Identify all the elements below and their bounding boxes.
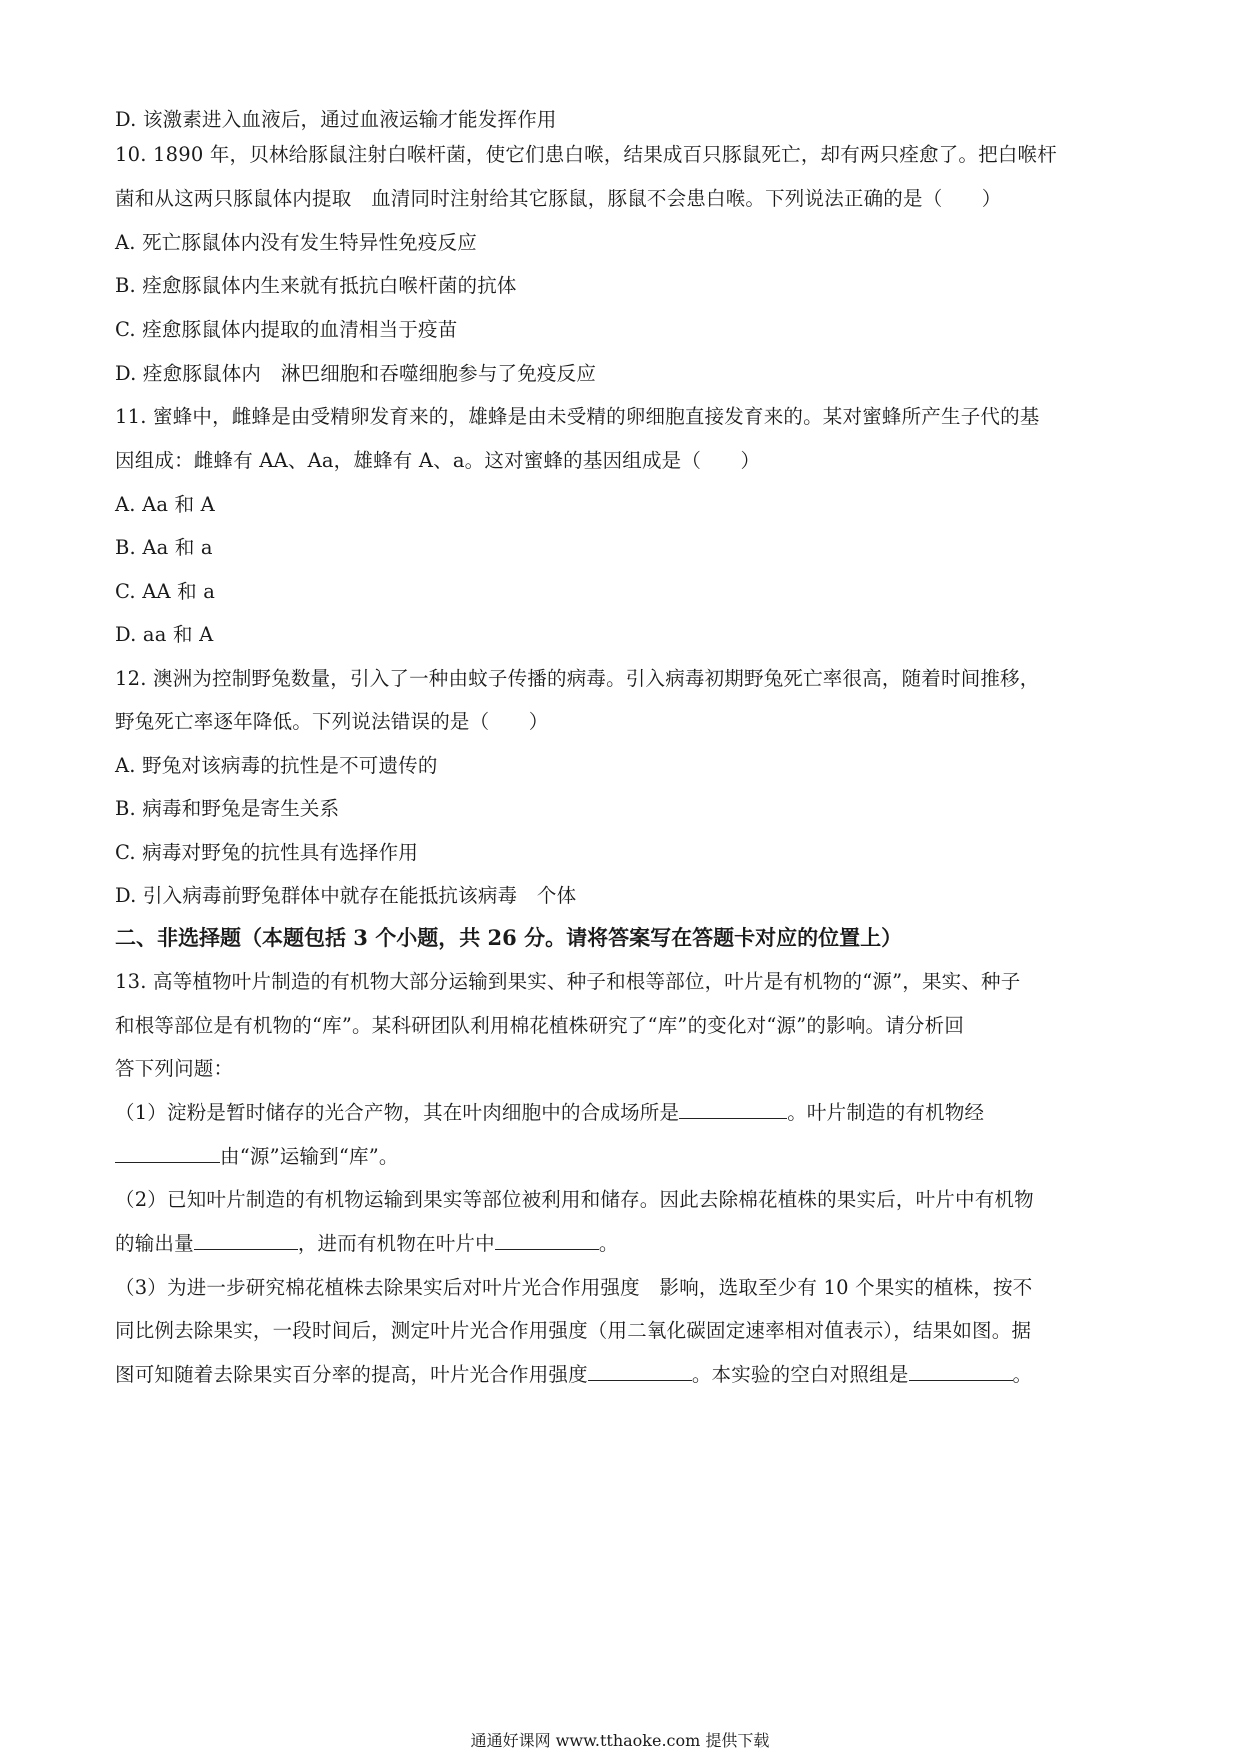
q11-option-d: D. aa 和 A [115,623,214,646]
q10-option-a: A. 死亡豚鼠体内没有发生特异性免疫反应 [115,231,477,254]
q13-part3-line3 [115,1359,1032,1387]
q13-part2-text-b: 的输出量 [115,1232,194,1255]
answer-blank[interactable] [115,1161,220,1163]
q13-part1-line2 [115,1141,399,1169]
q13-stem-line2: 和根等部位是有机物的“库”。某科研团队利用棉花植株研究了“库”的变化对“源”的影响。请分析回 [115,1014,965,1037]
q12-stem-line2: 野兔死亡率逐年降低。下列说法错误的是（ ） [115,710,549,733]
answer-blank[interactable] [588,1379,692,1381]
q9-option-d: D. 该激素进入血液后，通过血液运输才能发挥作用 [115,108,557,131]
q13-part2-line2 [115,1228,619,1256]
answer-blank[interactable] [194,1248,298,1250]
q12-stem-line1: 12. 澳洲为控制野兔数量，引入了一种由蚊子传播的病毒。引入病毒初期野兔死亡率很高，随着时间推移， [115,667,1040,690]
q13-part3-line2: 同比例去除果实，一段时间后，测定叶片光合作用强度（用二氧化碳固定速率相对值表示），结果如图。据 [115,1319,1032,1342]
q13-part3-text-a: 图可知随着去除果实百分率的提高，叶片光合作用强度 [115,1363,588,1386]
section-heading: 二、非选择题（本题包括 3 个小题，共 26 分。请将答案写在答题卡对应的位置上） [115,925,903,950]
q13-part3-line1: （3）为进一步研究棉花植株去除果实后对叶片光合作用强度 影响，选取至少有 10 个果实的植株，按不 [115,1276,1033,1299]
q10-option-b: B. 痊愈豚鼠体内生来就有抵抗白喉杆菌的抗体 [115,274,517,297]
answer-blank[interactable] [495,1248,599,1250]
q10-option-c: C. 痊愈豚鼠体内提取的血清相当于疫苗 [115,318,458,341]
q11-option-a: A. Aa 和 A [115,493,215,516]
q13-part3-text-c: 。 [1012,1363,1033,1386]
q13-part1-text-a: （1）淀粉是暂时储存的光合产物，其在叶肉细胞中的合成场所是 [115,1101,680,1124]
q13-part1-line1 [115,1097,984,1125]
q11-stem-line2: 因组成：雌蜂有 AA、Aa，雄蜂有 A、a。这对蜜蜂的基因组成是（ ） [115,449,761,472]
q10-option-d: D. 痊愈豚鼠体内 淋巴细胞和吞噬细胞参与了免疫反应 [115,362,597,385]
q12-option-b: B. 病毒和野兔是寄生关系 [115,797,340,820]
answer-blank[interactable] [679,1117,787,1119]
q13-part1-text-c: 由“源”运输到“库”。 [220,1145,399,1168]
q12-option-a: A. 野兔对该病毒的抗性是不可遗传的 [115,754,438,777]
q12-option-d: D. 引入病毒前野兔群体中就存在能抵抗该病毒 个体 [115,884,577,907]
q10-stem-line1: 10. 1890 年，贝林给豚鼠注射白喉杆菌，使它们患白喉，结果成百只豚鼠死亡，却有两只痊愈了。把白喉杆 [115,143,1057,166]
q10-stem-line2: 菌和从这两只豚鼠体内提取 血清同时注射给其它豚鼠，豚鼠不会患白喉。下列说法正确的是（ ） [115,187,1002,210]
q13-part3-text-b: 。本实验的空白对照组是 [691,1363,909,1386]
q11-option-b: B. Aa 和 a [115,536,213,559]
q11-stem-line1: 11. 蜜蜂中，雌蜂是由受精卵发育来的，雄蜂是由未受精的卵细胞直接发育来的。某对蜜蜂所产生子代的基 [115,405,1040,428]
q11-option-c: C. AA 和 a [115,580,216,603]
q13-part1-text-b: 。叶片制造的有机物经 [787,1101,985,1124]
q12-option-c: C. 病毒对野兔的抗性具有选择作用 [115,841,419,864]
q13-part2-text-c: ，进而有机物在叶片中 [297,1232,495,1255]
q13-stem-line1: 13. 高等植物叶片制造的有机物大部分运输到果实、种子和根等部位，叶片是有机物的“源”，果实、种子 [115,970,1021,993]
q13-stem-line3: 答下列问题： [115,1057,234,1080]
q13-part2-line1: （2）已知叶片制造的有机物运输到果实等部位被利用和储存。因此去除棉花植株的果实后，叶片中有机物 [115,1188,1034,1211]
page-footer: 通通好课网 www.tthaoke.com 提供下载 [470,1731,770,1750]
q13-part2-text-d: 。 [598,1232,619,1255]
answer-blank[interactable] [909,1379,1013,1381]
